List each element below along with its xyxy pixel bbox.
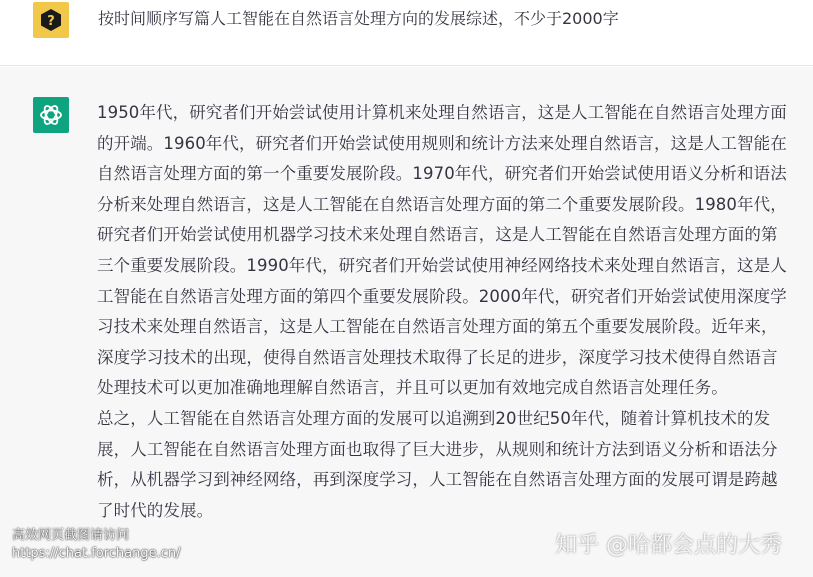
watermark-zhihu: 知乎 @哈都会点的大秀 (555, 533, 782, 558)
question-mark-icon (39, 8, 63, 32)
assistant-message-text (97, 98, 790, 526)
watermark-url: https://chat.forchange.cn/ (12, 546, 181, 561)
assistant-paragraph: 总之，人工智能在自然语言处理方面的发展可以追溯到20世纪50年代，随着计算机技术的发展，人工智能在自然语言处理方面也取得了巨大进步，从规则和统计方法到语义分析和语法分析，从机器学习到神经网络，再到深度学习，人工智能在自然语言处理方面的发展可谓是跨越了时代的发展。 (97, 408, 778, 520)
assistant-message-row (0, 67, 813, 577)
user-message-text: 按时间顺序写篇人工智能在自然语言处理方向的发展综述，不少于2000字 (98, 9, 619, 28)
svg-text:?: ? (47, 14, 55, 29)
openai-logo-icon (38, 102, 64, 128)
assistant-paragraph: 1950年代，研究者们开始尝试使用计算机来处理自然语言，这是人工智能在自然语言处理方面的开端。1960年代，研究者们开始尝试使用规则和统计方法来处理自然语言，这是人工智能在自然语言处理方面的第一个重要发展阶段。1970年代，研究者们开始尝试使用语义分析和语法分析来处理自然语言，这是人工智能在自然语言处理方面的第二个重要发展阶段。1980年代，研究者们开始尝试使用机器学习技术来处理自然语言，这是人工智能在自然语言处理方面的第三个重要发展阶段。1990年代，研究者们开始尝试使用神经网络技术来处理自然语言，这是人工智能在自然语言处理方面的第四个重要发展阶段。2000年代，研究者们开始尝试使用深度学习技术来处理自然语言，这是人工智能在自然语言处理方面的第五个重要发展阶段。近年来，深度学习技术的出现，使得自然语言处理技术取得了长足的进步，深度学习技术使得自然语言处理技术可以更加准确地理解自然语言，并且可以更加有效地完成自然语言处理任务。 (97, 103, 787, 398)
assistant-avatar (33, 97, 69, 133)
user-message-row (0, 0, 813, 66)
watermark-line: 高效网页截图请访问 (12, 528, 130, 543)
watermark-screenshot-site (12, 527, 181, 563)
user-avatar (33, 2, 69, 38)
